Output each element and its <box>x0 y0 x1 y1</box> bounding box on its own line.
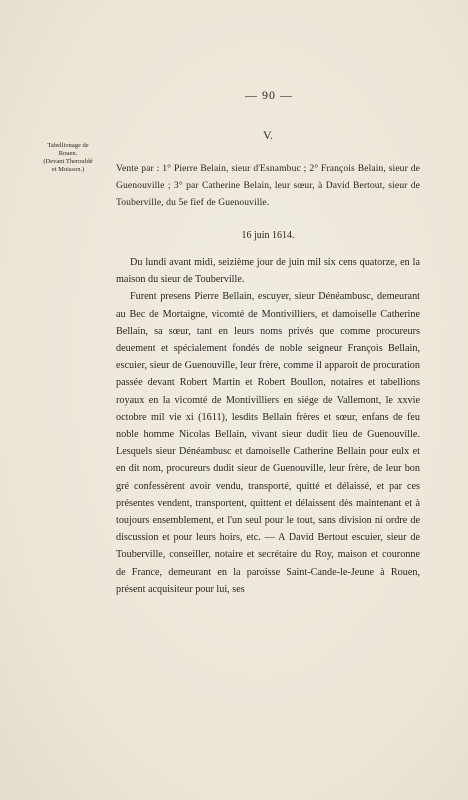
paragraph: Du lundi avant midi, seizième jour de juin mil six cens quatorze, en la maison du sieur de Touberville. <box>116 257 420 286</box>
document-date: 16 juin 1614. <box>241 230 295 241</box>
margin-note-line: (Devant Therouldé <box>43 158 93 165</box>
margin-note-line: Tabellionage de <box>47 142 89 149</box>
margin-note-line: et Moisson.) <box>51 166 85 173</box>
paragraph: Furent presens Pierre Bellain, escuyer, sieur Dénéambusc, demeurant au Bec de Mortaigne, vicomté de Montivilliers, et damoiselle Catherine Bellain, sa sœur, tant en leurs noms privés que comme procureurs deuement et spécialement fondés de noble seigneur François Bellain, escuier, sieur de Guenouville, leur frère, comme il apparoit de procuration passée devant Robert Martin et Robert Boullon, notaires et tabellions royaux en la vicomté de Montivilliers en siége de Vallemont, le xxvie octobre mil vie xi (1611), lesdits Bellain frères et sœur, enfans de feu noble homme Nicolas Bellain, vivant sieur dudit lieu de Guenouville. Lesquels sieur Dénéambusc et damoiselle Catherine Bellain pour eulx et en dit nom, procureurs dudit sieur de Guenouville, leur frère, de leur bon gré confessèrent avoir vendu, transporté, quitté et délaissé, et par ces présentes vendent, transportent, quittent et délaissent dès maintenant et à toujours ensemblement, et l'un seul pour le tout, sans division ni ordre de discussion et pour leurs hoirs, etc. — A David Bertout escuier, sieur de Touberville, conseiller, notaire et secrétaire du Roy, maison et couronne de France, demeurant en la paroisse Saint-Cande-le-Jeune à Rouen, présent acquisiteur pour lui, ses <box>116 291 420 595</box>
margin-note <box>24 142 112 174</box>
page-number: — 90 — <box>245 88 293 102</box>
margin-note-line: Rouen. <box>58 150 78 157</box>
section-summary: Vente par : 1° Pierre Belain, sieur d'Esnambuc ; 2° François Belain, sieur de Guenouville ; 3° par Catherine Belain, leur sœur, à David Bertout, sieur de Touberville, du 5e fief de Guenouville. <box>116 163 420 208</box>
section-number: V. <box>262 128 274 142</box>
document-body <box>116 254 420 598</box>
